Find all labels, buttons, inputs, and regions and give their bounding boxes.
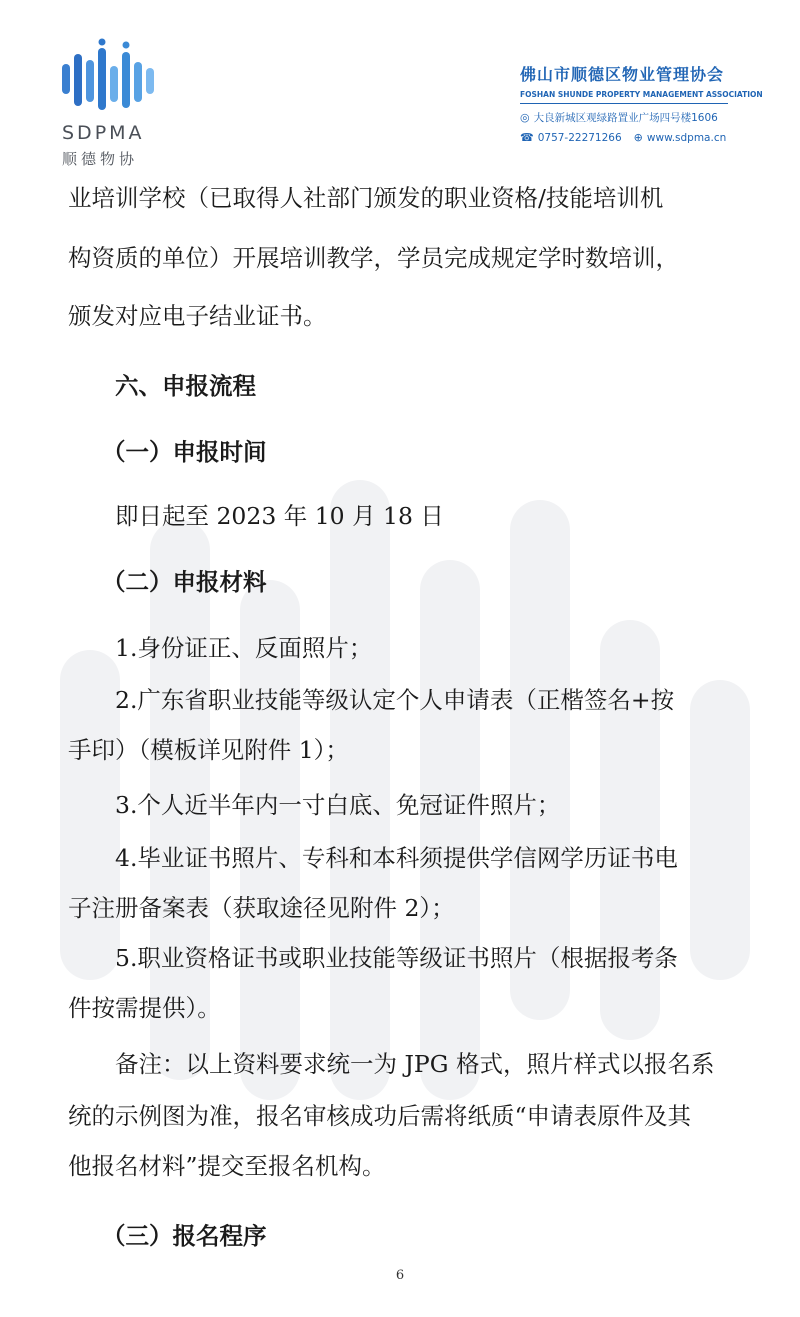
address-text: 大良新城区观绿路置业广场四号楼1606 xyxy=(533,112,718,124)
page-number: 6 xyxy=(395,1268,405,1283)
subsection-heading: （二）申报材料 xyxy=(102,568,267,596)
list-item: 2.广东省职业技能等级认定个人申请表（正楷签名+按 xyxy=(115,686,675,714)
association-info xyxy=(520,62,763,144)
list-item: 5.职业资格证书或职业技能等级证书照片（根据报考条 xyxy=(115,944,678,972)
address-row xyxy=(520,110,750,125)
sdpma-logo xyxy=(58,38,168,168)
note-line: 备注：以上资料要求统一为 JPG 格式，照片样式以报名系 xyxy=(115,1050,715,1078)
header-divider xyxy=(520,103,728,104)
logo-text-en: SDPMA xyxy=(62,122,145,144)
paragraph-line: 颁发对应电子结业证书。 xyxy=(68,302,327,330)
phone-icon: ☎ xyxy=(520,131,534,144)
subsection-heading: （一）申报时间 xyxy=(102,438,267,466)
contact-row xyxy=(520,131,750,144)
association-name-cn: 佛山市顺德区物业管理协会 xyxy=(520,65,725,84)
paragraph-line: 业培训学校（已取得人社部门颁发的职业资格/技能培训机 xyxy=(68,184,664,212)
logo-text-cn: 顺德物协 xyxy=(62,150,139,168)
note-line: 统的示例图为准，报名审核成功后需将纸质“申请表原件及其 xyxy=(68,1102,692,1130)
list-item: 手印）（模板详见附件 1）； xyxy=(68,736,349,764)
web-icon: ⊕ xyxy=(633,131,643,144)
website-text: www.sdpma.cn xyxy=(646,131,727,144)
list-item: 件按需提供）。 xyxy=(68,994,221,1022)
list-item: 3.个人近半年内一寸白底、免冠证件照片； xyxy=(115,791,561,819)
paragraph-line: 构资质的单位）开展培训教学，学员完成规定学时数培训， xyxy=(68,244,679,272)
list-item: 4.毕业证书照片、专科和本科须提供学信网学历证书电 xyxy=(115,844,678,872)
list-item: 1.身份证正、反面照片； xyxy=(115,634,373,662)
association-name-en: FOSHAN SHUNDE PROPERTY MANAGEMENT ASSOCIATION xyxy=(520,90,763,99)
list-item: 子注册备案表（获取途径见附件 2）； xyxy=(68,894,455,922)
note-line: 他报名材料”提交至报名机构。 xyxy=(68,1152,386,1180)
logo-bars-icon xyxy=(58,38,168,122)
location-pin-icon: ◎ xyxy=(520,111,530,124)
subsection-heading: （三）报名程序 xyxy=(102,1222,267,1250)
phone-text: 0757-22271266 xyxy=(537,131,622,144)
paragraph-line: 即日起至 2023 年 10 月 18 日 xyxy=(115,502,444,530)
section-heading: 六、申报流程 xyxy=(115,372,256,400)
